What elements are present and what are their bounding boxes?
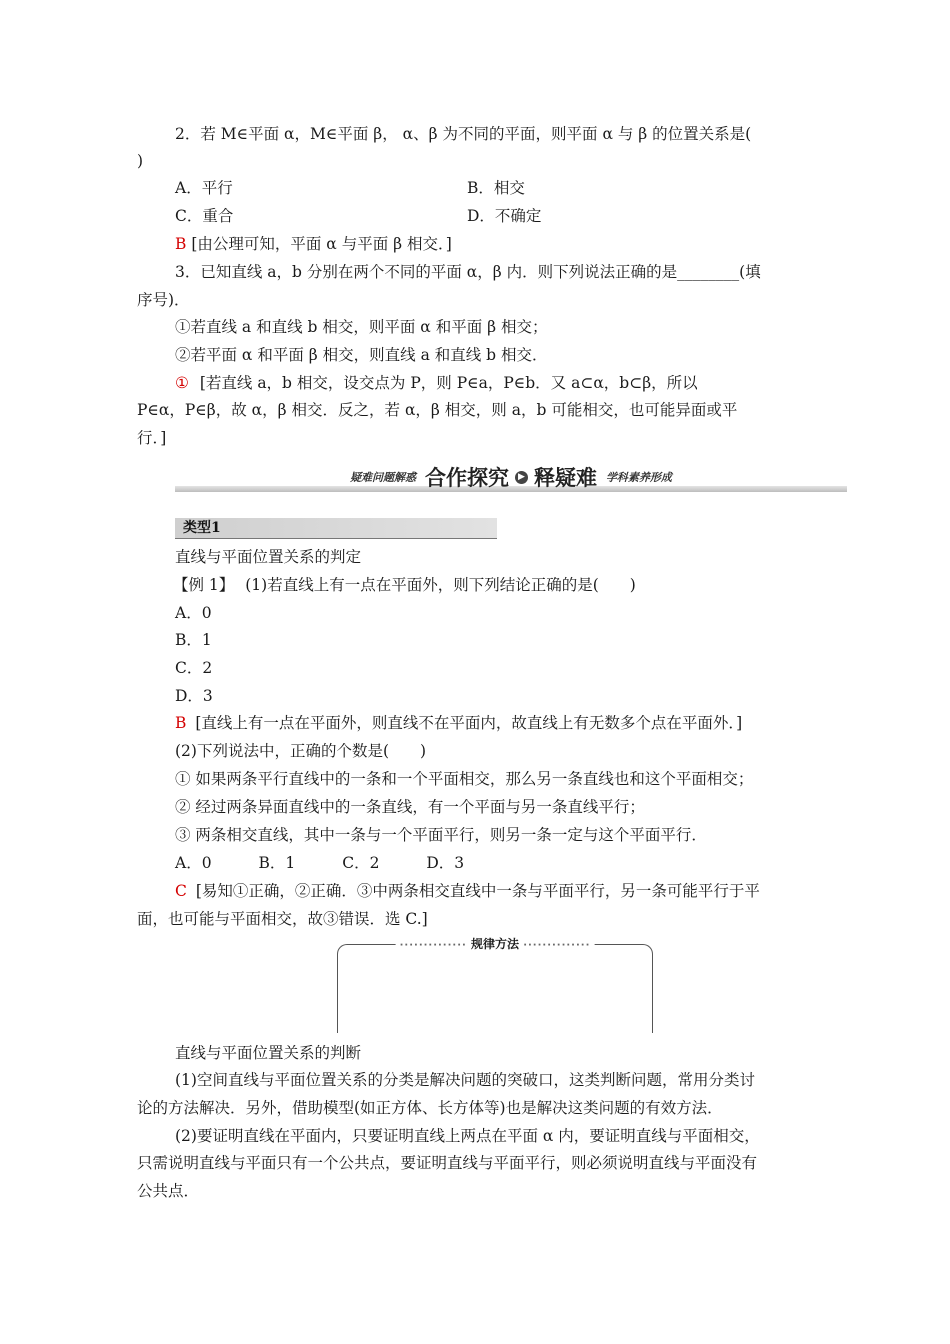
example1-q2-option-a: A．0	[175, 854, 212, 872]
q3-answer-line1	[175, 373, 698, 393]
q3-stem-line2: 序号)．	[137, 291, 190, 309]
q2-answer-letter: B	[175, 235, 187, 253]
example1-statement-3: ③ 两条相交直线，其中一条与一个平面平行，则另一条一定与这个平面平行．	[175, 826, 707, 844]
type-tag	[175, 518, 497, 538]
example1-answer1-text: [直线上有一点在平面外，则直线不在平面内，故直线上有无数多个点在平面外．]	[195, 714, 743, 732]
example1-option-a: A．0	[175, 604, 212, 622]
example1-answer2-line1	[175, 881, 760, 901]
example1-q2-options	[175, 853, 464, 873]
q2-answer-text: [由公理可知，平面 α 与平面 β 相交．]	[191, 235, 452, 253]
q3-answer-letter: ①	[175, 374, 189, 392]
section-left-subtitle: 疑难问题解惑	[350, 471, 417, 484]
q3-answer-text1: [若直线 a，b 相交，设交点为 P，则 P∈a，P∈b．又 a⊂α，b⊂β，所以	[199, 374, 698, 392]
example1-answer2-line2: 面，也可能与平面相交，故③错误．选 C.]	[137, 910, 428, 928]
example1-question2: (2)下列说法中，正确的个数是( )	[175, 742, 427, 760]
q2-stem-line1: 2．若 M∈平面 α，M∈平面 β， α、β 为不同的平面，则平面 α 与 β 的位置关系是(	[175, 125, 752, 143]
example1-label: 【例 1】	[173, 576, 235, 594]
method-p2-line2: 只需说明直线与平面只有一个公共点，要证明直线与平面平行，则必须说明直线与平面没有	[137, 1154, 758, 1172]
type-tag-underline	[175, 538, 497, 539]
example1-statement-2: ② 经过两条异面直线中的一条直线，有一个平面与另一条直线平行；	[175, 798, 645, 816]
example1-option-d: D．3	[175, 687, 213, 705]
example1-answer2-letter: C	[175, 882, 187, 900]
q3-stem-line1: 3．已知直线 a，b 分别在两个不同的平面 α，β 内．则下列说法正确的是________(填	[175, 263, 761, 281]
method-p1-line1: (1)空间直线与平面位置关系的分类是解决问题的突破口，这类判断问题，常用分类讨	[175, 1071, 755, 1089]
example1-question1	[173, 575, 636, 595]
example1-answer2-text1: [易知①正确，②正确．③中两条相交直线中一条与平面平行，另一条可能平行于平	[195, 882, 760, 900]
method-label-text: 规律方法	[470, 937, 520, 951]
q2-answer	[175, 234, 452, 254]
section-header-titles	[175, 462, 847, 492]
q2-option-c: C．重合	[175, 207, 234, 225]
q2-option-d: D．不确定	[467, 207, 542, 225]
q3-statement-2: ②若平面 α 和平面 β 相交，则直线 a 和直线 b 相交．	[175, 346, 548, 364]
method-box	[337, 937, 653, 1033]
method-p2-line1: (2)要证明直线在平面内，只要证明直线上两点在平面 α 内，要证明直线与平面相交，	[175, 1127, 760, 1145]
example1-answer1	[175, 713, 742, 733]
section-arrow-icon: ▶	[515, 471, 528, 484]
method-p1-line2: 论的方法解决．另外，借助模型(如正方体、长方体等)也是解决这类问题的有效方法．	[137, 1099, 723, 1117]
q3-answer-line2: P∈α，P∈β，故 α，β 相交．反之，若 α，β 相交，则 a，b 可能相交，也可能异面或平	[137, 401, 738, 419]
section-title-part2: 释疑难	[534, 466, 597, 490]
q2-stem-line2: )	[137, 152, 144, 170]
example1-statement-1: ① 如果两条平行直线中的一条和一个平面相交，那么另一条直线也和这个平面相交；	[175, 770, 754, 788]
example1-option-c: C．2	[175, 659, 213, 677]
q3-statement-1: ①若直线 a 和直线 b 相交，则平面 α 和平面 β 相交；	[175, 318, 548, 336]
topic-title: 直线与平面位置关系的判定	[175, 548, 362, 566]
example1-option-b: B．1	[175, 631, 212, 649]
type-tag-label: 类型1	[183, 520, 221, 536]
q2-option-a: A．平行	[175, 179, 233, 197]
method-title: 直线与平面位置关系的判断	[175, 1044, 362, 1062]
q3-answer-line3: 行．]	[137, 429, 167, 447]
q2-option-b: B．相交	[467, 179, 525, 197]
example1-question1-text: (1)若直线上有一点在平面外，则下列结论正确的是( )	[245, 576, 636, 594]
section-right-subtitle: 学科素养形成	[605, 471, 672, 484]
section-header	[175, 462, 847, 498]
method-label: ·············· 规律方法 ··············	[396, 936, 595, 954]
method-p2-line3: 公共点．	[137, 1182, 200, 1200]
example1-q2-option-b: B．1	[258, 854, 296, 872]
example1-answer1-letter: B	[175, 714, 187, 732]
example1-q2-option-c: C．2	[342, 854, 380, 872]
example1-q2-option-d: D．3	[426, 854, 465, 872]
section-title-part1: 合作探究	[425, 466, 509, 490]
